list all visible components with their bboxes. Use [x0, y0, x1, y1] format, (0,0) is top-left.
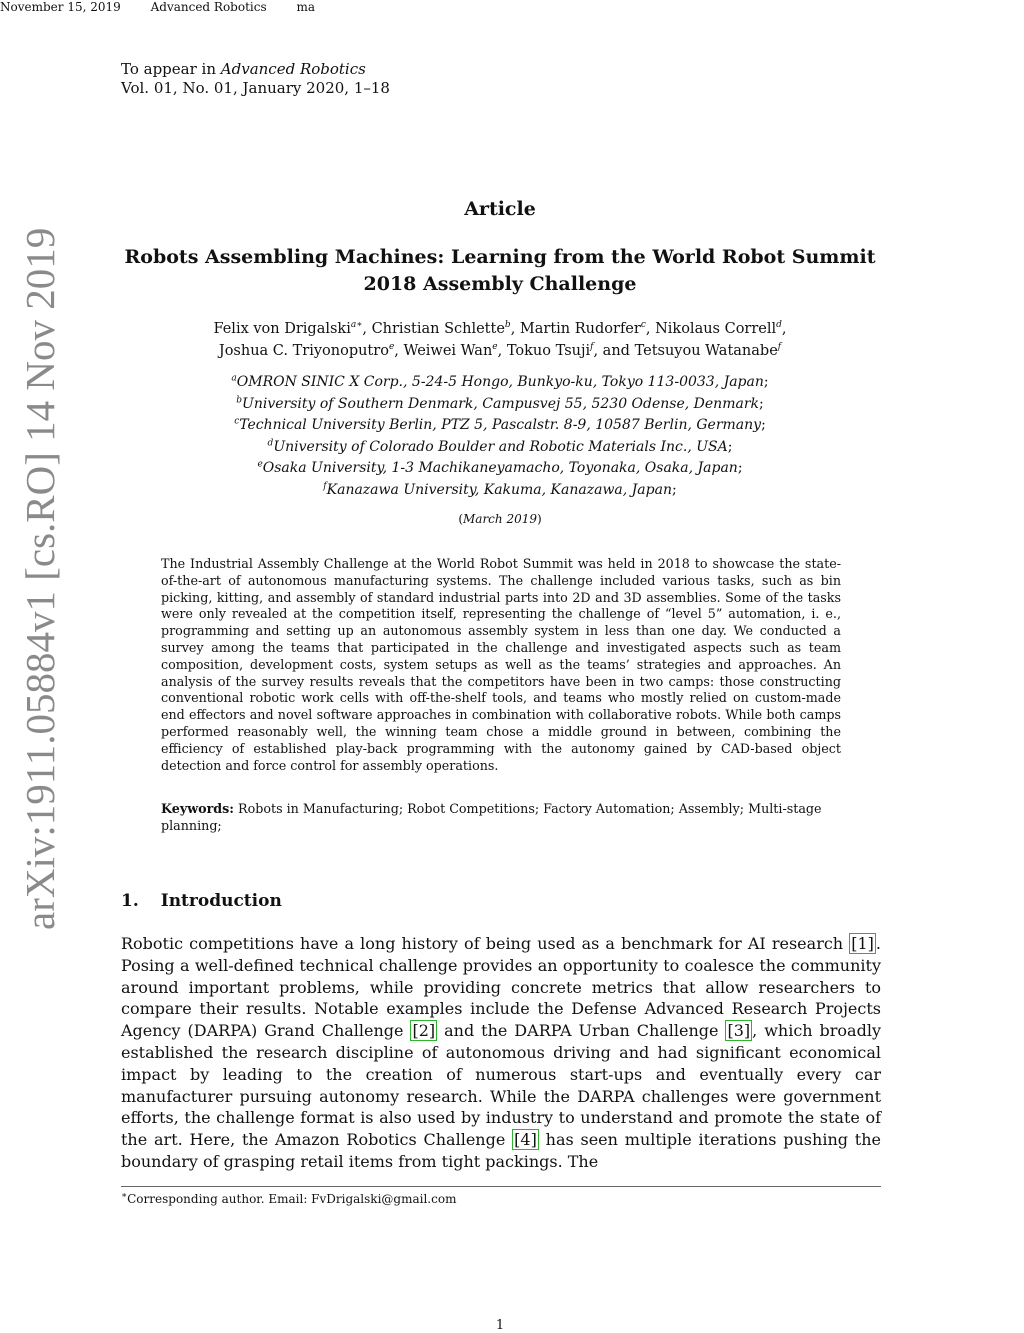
keywords-label: Keywords: [161, 801, 234, 816]
author: Joshua C. Triyonoputro$^e$, [218, 342, 404, 359]
author: Christian Schlette$^b$, [371, 320, 520, 337]
running-head-journal: Advanced Robotics [150, 0, 267, 14]
appear-line [121, 60, 390, 79]
running-head-short: ma [296, 0, 316, 14]
footnote-mark: ∗ [121, 1191, 128, 1201]
affiliation: $^a$OMRON SINIC X Corp., 5-24-5 Hongo, Bunkyo-ku, Tokyo 113-0033, Japan; [231, 373, 769, 390]
journal-name: Advanced Robotics [220, 60, 366, 78]
keywords [161, 801, 841, 835]
arxiv-stamp: arXiv:1911.05884v1 [cs.RO] 14 Nov 2019 [17, 227, 63, 930]
abstract: The Industrial Assembly Challenge at the World Robot Summit was held in 2018 to showcase the state-of-the-art of autonomous manufacturing systems. The challenge included various tasks, such as bin picking, kitting, and assembly of standard industrial parts into 2D and 3D assemblies. Some of the tasks were only revealed at the competition itself, representing the challenge of “level 5” automation, i. e., programming and setting up an autonomous assembly system in less than one day. We conducted a survey among the teams that participated in the challenge and investigated aspects such as team composition, development costs, system setups as well as the teams’ strategies and approaches. An analysis of the survey results reveals that the competitors have been in two camps: those constructing conventional robotic work cells with off-the-shelf tools, and teams who mostly relied on custom-made end effectors and novel software approaches in combination with collaborative robots. While both camps performed reasonably well, the winning team chose a middle ground in between, combining the efficiency of established play-back programming with the autonomy gained by CAD-based object detection and force control for assembly operations. [161, 556, 841, 773]
section-heading [121, 891, 282, 911]
citation-link[interactable]: [3] [727, 1021, 751, 1041]
author-list [150, 318, 850, 362]
keywords-text: Robots in Manufacturing; Robot Competitions; Factory Automation; Assembly; Multi-stage planning; [161, 801, 822, 833]
affiliation: $^e$Osaka University, 1-3 Machikaneyamacho, Toyonaka, Osaka, Japan; [257, 459, 743, 476]
affiliation: $^c$Technical University Berlin, PTZ 5, Pascalstr. 8-9, 10587 Berlin, Germany; [234, 416, 766, 433]
footnote-rule [121, 1186, 881, 1187]
affiliation: $^f$Kanazawa University, Kakuma, Kanazawa, Japan; [323, 480, 677, 498]
author: Martin Rudorfer$^c$, [519, 320, 656, 337]
author: Nikolaus Correll$^d$, [655, 320, 787, 337]
citation-link[interactable]: [1] [851, 934, 874, 953]
author: Felix von Drigalski$^{a∗}$, [213, 320, 372, 337]
citation-link[interactable]: [4] [514, 1130, 537, 1150]
running-head [0, 0, 341, 14]
intro-paragraph: Robotic competitions have a long history of being used as a benchmark for AI research [1] . Posing a well-defined technical challenge provides an opportunity to coalesce the community around important problems, while providing concrete metrics that allow researchers to compare their results. Notable examples include the Defense Advanced Research Projects Agency (DARPA) Grand Challenge [2] and the DARPA Urban Challenge [3] , which broadly established the research discipline of autonomous driving and had significant economical impact by leading to the creation of numerous start-ups and eventually every car manufacturer pursuing autonomy research. While the DARPA challenges were government efforts, the challenge format is also used by industry to understand and promote the state of the art. Here, the Amazon Robotics Challenge [4] has seen multiple iterations pushing the boundary of grasping retail items from tight packings. The [121, 934, 882, 1171]
footnote [121, 1192, 881, 1206]
affiliation: $^d$University of Colorado Boulder and Robotic Materials Inc., USA; [267, 437, 733, 455]
journal-info [121, 60, 390, 98]
page-number: 1 [495, 1318, 505, 1333]
section-title: Introduction [160, 891, 282, 911]
section-number: 1. [121, 891, 139, 911]
volume-line: Vol. 01, No. 01, January 2020, 1–18 [121, 79, 390, 97]
author: Weiwei Wan$^e$, [403, 342, 507, 359]
author: Tokuo Tsuji$^f$, and [506, 342, 635, 359]
author-line-1 [150, 318, 850, 340]
running-head-date: November 15, 2019 [0, 0, 121, 14]
author-line-2 [150, 340, 850, 362]
article-type: Article [464, 198, 536, 220]
affiliation: $^b$University of Southern Denmark, Campusvej 55, 5230 Odense, Denmark; [236, 394, 764, 412]
received-date: (March 2019) [458, 512, 542, 526]
appear-prefix: To appear in [121, 60, 221, 78]
footnote-text: Corresponding author. Email: FvDrigalski@gmail.com [127, 1192, 457, 1206]
paper-title: Robots Assembling Machines: Learning from the World Robot Summit 2018 Assembly Challenge [124, 246, 876, 295]
author: Tetsuyou Watanabe$^f$ [634, 342, 782, 359]
affiliation-list [150, 372, 850, 501]
citation-link[interactable]: [2] [412, 1021, 436, 1041]
